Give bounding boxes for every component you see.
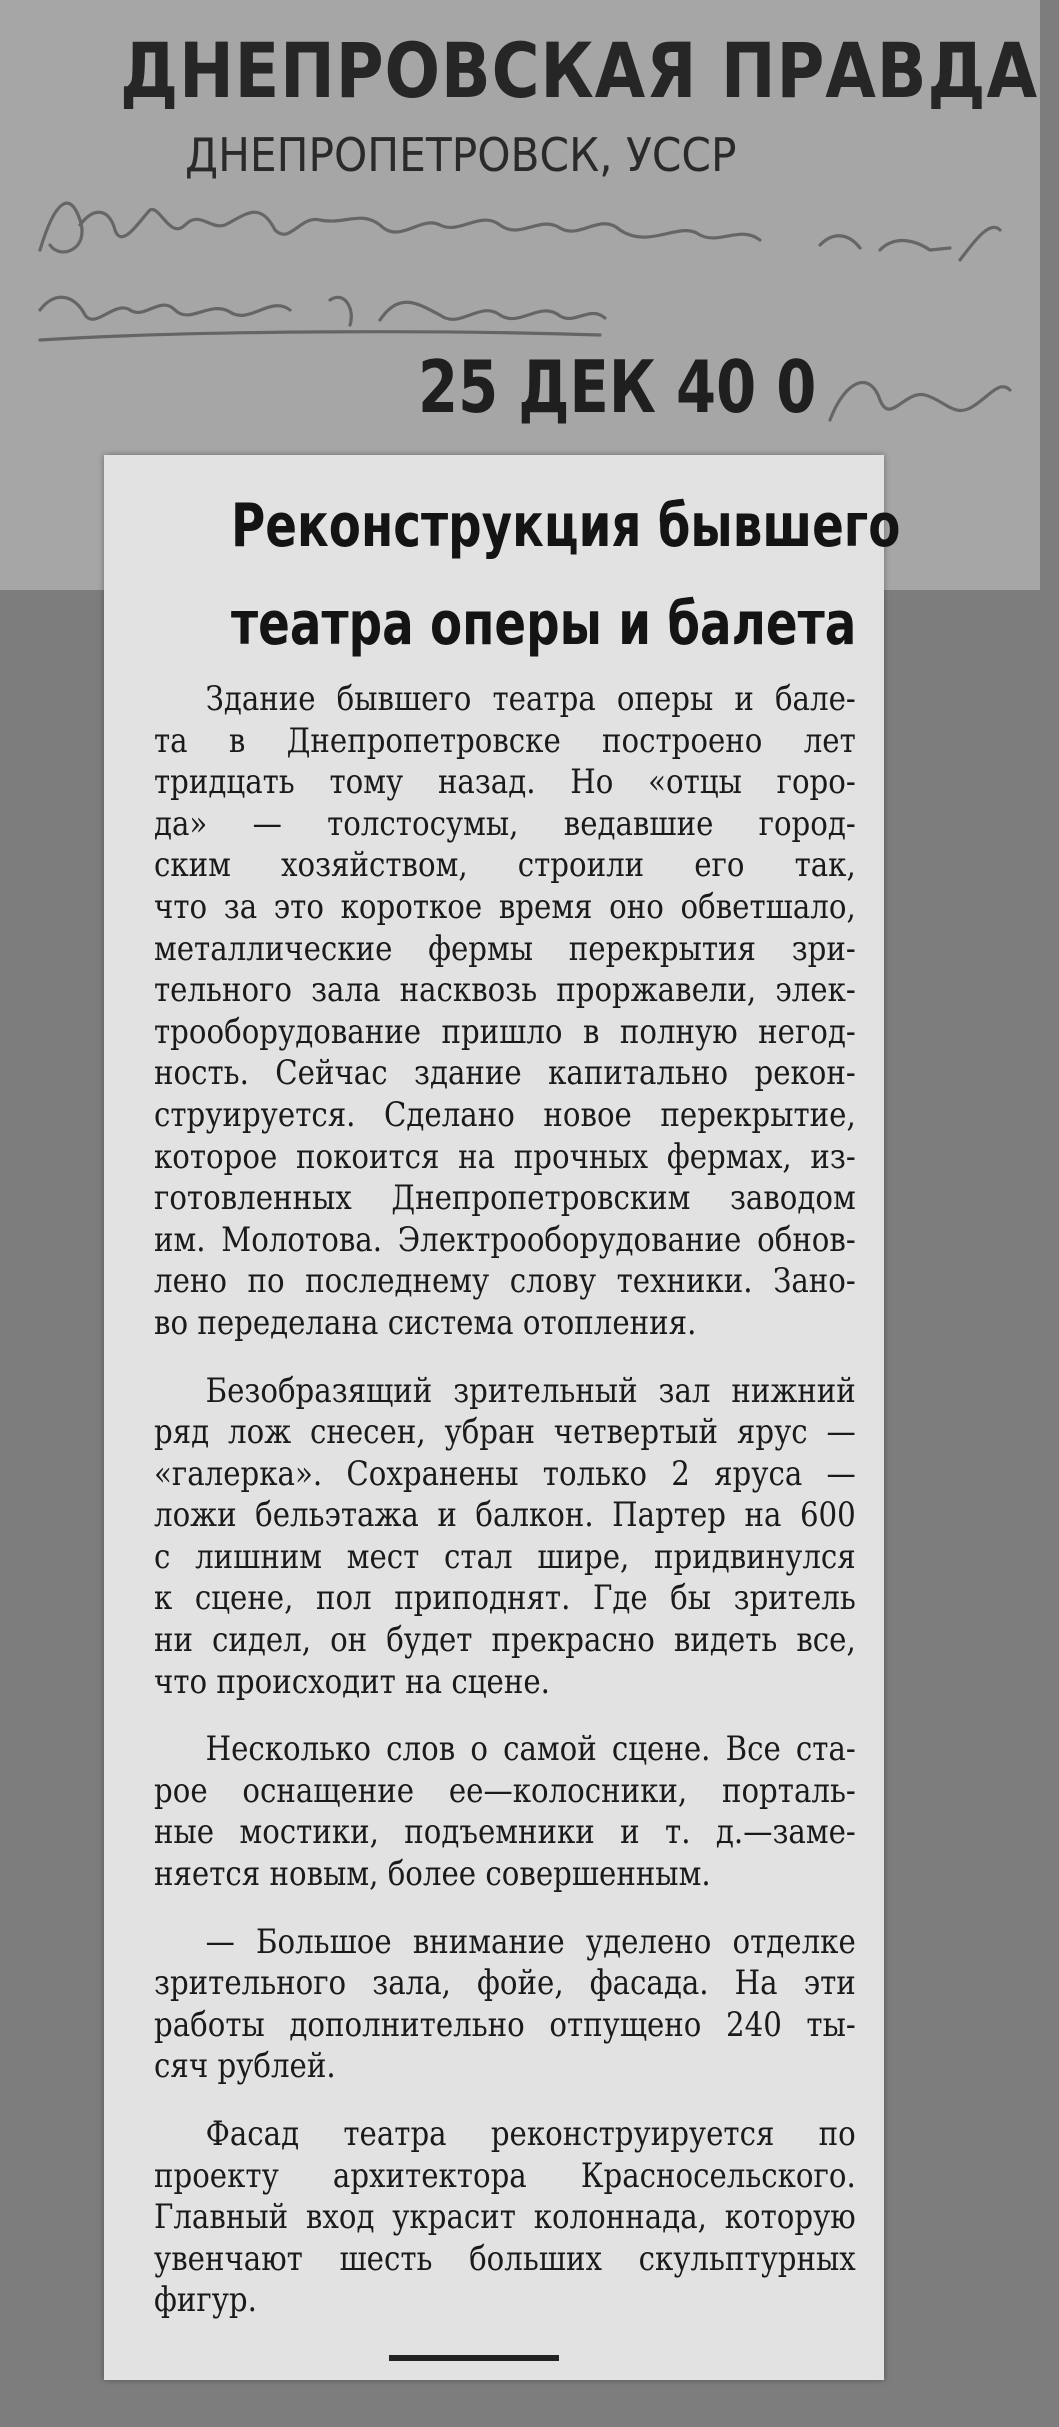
article-line: Главный вход украсит колоннада, которую	[154, 2197, 856, 2238]
newspaper-clipping	[104, 455, 901, 2380]
article-line: Безобразящий зрительный зал нижний	[205, 1370, 856, 1411]
article-line: рое оснащение ее—колосники, порталь-	[154, 1770, 856, 1811]
article-line: увенчают шесть больших скульптурных	[154, 2238, 856, 2279]
article-line: металлические фермы перекрытия зри-	[154, 928, 856, 969]
article-line: тельного зала насквозь проржавели, элек-	[154, 970, 856, 1011]
end-rule	[389, 2355, 559, 2361]
newspaper-stamp-city: ДНЕПРОПЕТРОВСК, УССР	[185, 128, 737, 182]
headline-line: Реконструкция бывшего	[231, 491, 901, 561]
article-line: трооборудование пришло в полную негод-	[154, 1011, 856, 1052]
article-paragraph	[154, 1371, 856, 1704]
article-line: Фасад театра реконструируется по	[205, 2114, 856, 2154]
paragraph-gap	[154, 1345, 856, 1371]
paragraph-gap	[154, 2088, 856, 2114]
article-line: сяч рублей.	[154, 2046, 336, 2087]
article-line: им. Молотова. Электрооборудование обнов-	[154, 1219, 856, 1260]
article-paragraph	[154, 1922, 856, 2088]
article-line: тридцать тому назад. Но «отцы горо-	[154, 762, 856, 803]
article-line: «галерка». Сохранены только 2 яруса —	[154, 1453, 856, 1494]
article-line: проекту архитектора Красносельского.	[154, 2155, 856, 2196]
article-line: ским хозяйством, строили его так,	[154, 845, 856, 886]
article-paragraph	[154, 2114, 856, 2322]
article-line: работы дополнительно отпущено 240 ты-	[154, 2004, 856, 2045]
article-headline	[154, 477, 901, 673]
article-line: фигур.	[154, 2280, 257, 2321]
newspaper-stamp-title: ДНЕПРОВСКАЯ ПРАВДА	[120, 26, 1038, 115]
article-paragraph	[154, 679, 856, 1345]
headline-line: театра оперы и балета	[231, 589, 857, 659]
article-line: та в Днепропетровске построено лет	[154, 720, 856, 761]
article-line: лено по последнему слову техники. Зано-	[154, 1261, 856, 1302]
article-line: с лишним мест стал шире, придвинулся	[154, 1536, 856, 1577]
article-line: к сцене, пол приподнят. Где бы зритель	[154, 1578, 856, 1619]
article-line: ные мостики, подъемники и т. д.—заме-	[154, 1812, 856, 1853]
article-line: зрительного зала, фойе, фасада. На эти	[154, 1963, 856, 2004]
article-line: ность. Сейчас здание капитально рекон-	[154, 1053, 856, 1094]
article-line: готовленных Днепропетровским заводом	[154, 1178, 856, 1219]
article-body	[154, 679, 856, 2322]
article-line: няется новым, более совершенным.	[154, 1854, 711, 1895]
article-line: во переделана система отопления.	[154, 1302, 697, 1343]
article-line: струируется. Сделано новое перекрытие,	[154, 1094, 856, 1135]
article-line: ложи бельэтажа и балкон. Партер на 600	[154, 1495, 856, 1536]
article-line: что за это короткое время оно обветшало,	[154, 886, 856, 927]
article-line: да» — толстосумы, ведавшие город-	[154, 803, 856, 844]
article-paragraph	[154, 1729, 856, 1895]
article-line: что происходит на сцене.	[154, 1661, 550, 1702]
date-stamp: 25 ДЕК 40 0	[418, 345, 817, 429]
article-line: которое покоится на прочных фермах, из-	[154, 1136, 856, 1177]
article-line: Несколько слов о самой сцене. Все ста-	[205, 1729, 856, 1770]
article-line: Здание бывшего театра оперы и бале-	[205, 679, 856, 719]
paragraph-gap	[154, 1896, 856, 1922]
article-line: ряд лож снесен, убран четвертый ярус —	[154, 1412, 856, 1453]
article-line: — Большое внимание уделено отделке	[205, 1921, 856, 1962]
article-line: ни сидел, он будет прекрасно видеть все,	[154, 1620, 856, 1661]
paragraph-gap	[154, 1703, 856, 1729]
